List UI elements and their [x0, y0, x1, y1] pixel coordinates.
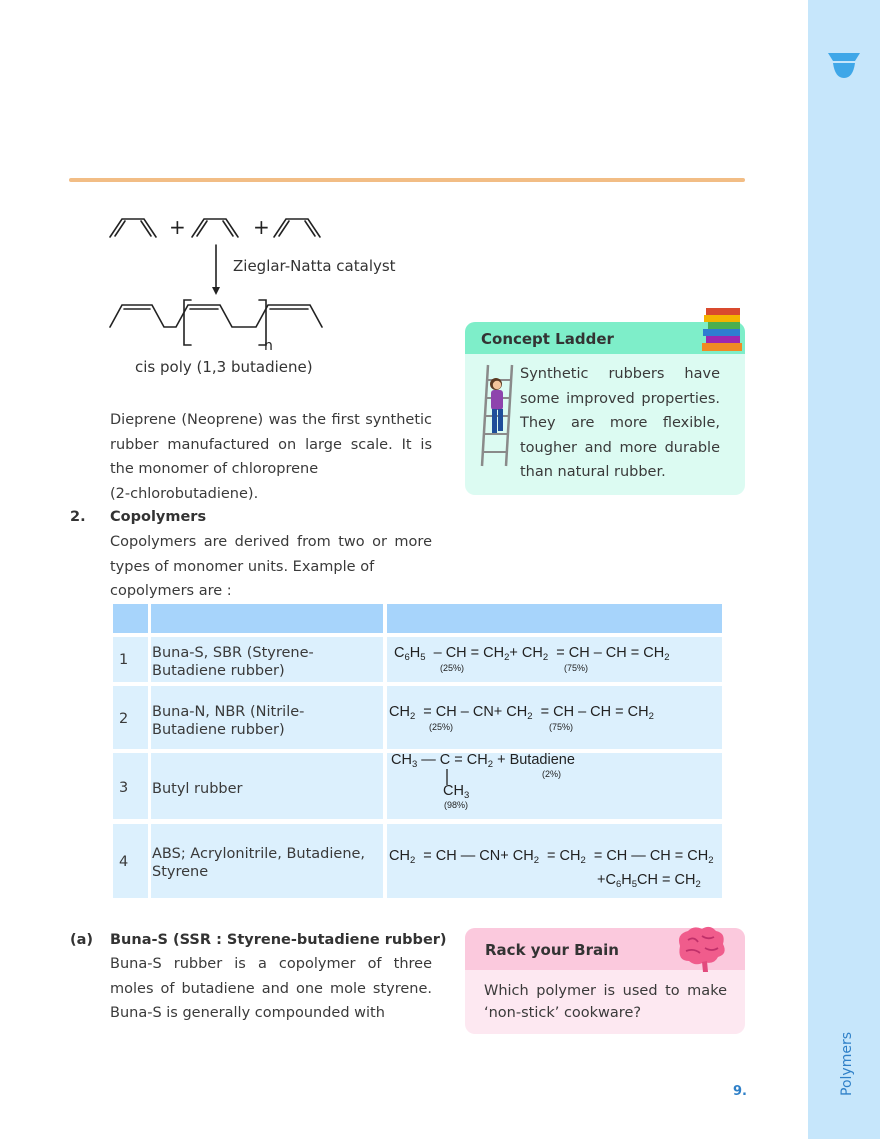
buna-s-heading: Buna-S (SSR : Styrene-butadiene rubber)	[110, 932, 447, 948]
table-row-number: 2	[119, 711, 129, 727]
percent-label: (2%)	[542, 769, 562, 779]
formula-abs: $CH_2$ = CH — $CN+ CH_2 = CH_2$ = CH — CH = $CH_2$	[389, 848, 714, 866]
page-number: 9.	[733, 1084, 747, 1099]
butadiene-polymerization-diagram	[100, 205, 440, 365]
neoprene-paragraph	[110, 408, 432, 506]
percent-label: (98%)	[444, 800, 469, 810]
percent-label: (75%)	[549, 722, 574, 732]
copolymers-heading: Copolymers	[110, 509, 207, 525]
table-header-cell	[387, 604, 722, 633]
catalyst-label: Zieglar-Natta catalyst	[233, 257, 396, 275]
neoprene-text-last: (2-chlorobutadiene).	[110, 485, 259, 502]
copolymers-text-last: copolymers are :	[110, 583, 232, 599]
copolymers-paragraph	[110, 530, 432, 604]
section-number: 2.	[70, 509, 86, 525]
concept-ladder-title: Concept Ladder	[481, 330, 614, 348]
repeat-subscript: n	[264, 338, 273, 354]
percent-label: (25%)	[440, 663, 465, 673]
plus-sign-1: +	[169, 215, 186, 239]
percent-label: (25%)	[429, 722, 454, 732]
table-row-number: 1	[119, 652, 129, 668]
buna-s-text: Buna-S rubber is a copolymer of three moles of butadiene and one mole styrene. Buna-S is generally compounded with	[110, 956, 432, 1021]
neoprene-text: Dieprene (Neoprene) was the first synthetic rubber manufactured on large scale. It is the monomer of chloroprene	[110, 412, 432, 477]
copolymers-text: Copolymers are derived from two or more types of monomer units. Example of	[110, 534, 432, 575]
brand-logo-icon	[827, 52, 861, 80]
plus-sign-2: +	[253, 215, 270, 239]
subsection-label: (a)	[70, 932, 94, 948]
formula-abs-styrene: $+C_6H_5CH = CH_2$	[597, 872, 701, 890]
brain-icon	[672, 924, 728, 974]
table-row-number: 4	[119, 854, 129, 870]
table-row-name: Buna-S, SBR (Styrene-Butadiene rubber)	[152, 645, 314, 679]
butyl-tail: + Butadiene	[497, 752, 575, 768]
formula-methyl: $CH_3$	[443, 783, 470, 801]
sidebar	[808, 0, 880, 1139]
ladder-climber-icon	[478, 360, 518, 470]
table-header-cell	[113, 604, 148, 633]
formula-buna-n: $CH_2$ = CH – $CN+ CH_2$ = CH – CH = $CH_2$	[389, 704, 654, 722]
rack-your-brain-text: Which polymer is used to make ‘non-stick’ cookware?	[484, 983, 727, 1021]
product-name: cis poly (1,3 butadiene)	[135, 358, 313, 376]
header-divider	[69, 178, 745, 182]
table-row-name: ABS; Acrylonitrile, Butadiene, Styrene	[152, 846, 366, 880]
table-header-cell	[151, 604, 383, 633]
table-row-name: Buna-N, NBR (Nitrile-Butadiene rubber)	[152, 704, 305, 738]
table-row-number: 3	[119, 780, 129, 796]
chapter-label: Polymers	[839, 1032, 855, 1096]
books-icon	[700, 306, 744, 354]
rack-your-brain-title: Rack your Brain	[485, 941, 619, 959]
formula-buna-s: $C_6H_5$ – CH = $CH_2+ CH_2$ = CH – CH = $CH_2$	[394, 645, 670, 663]
formula-butyl: $CH_3$ — $C = CH_2$ + Butadiene	[391, 752, 575, 770]
table-row-name: Butyl rubber	[152, 781, 243, 797]
percent-label: (75%)	[564, 663, 589, 673]
concept-ladder-text: Synthetic rubbers have some improved properties. They are more flexible, tougher and more durable than natural rubber.	[520, 366, 720, 480]
